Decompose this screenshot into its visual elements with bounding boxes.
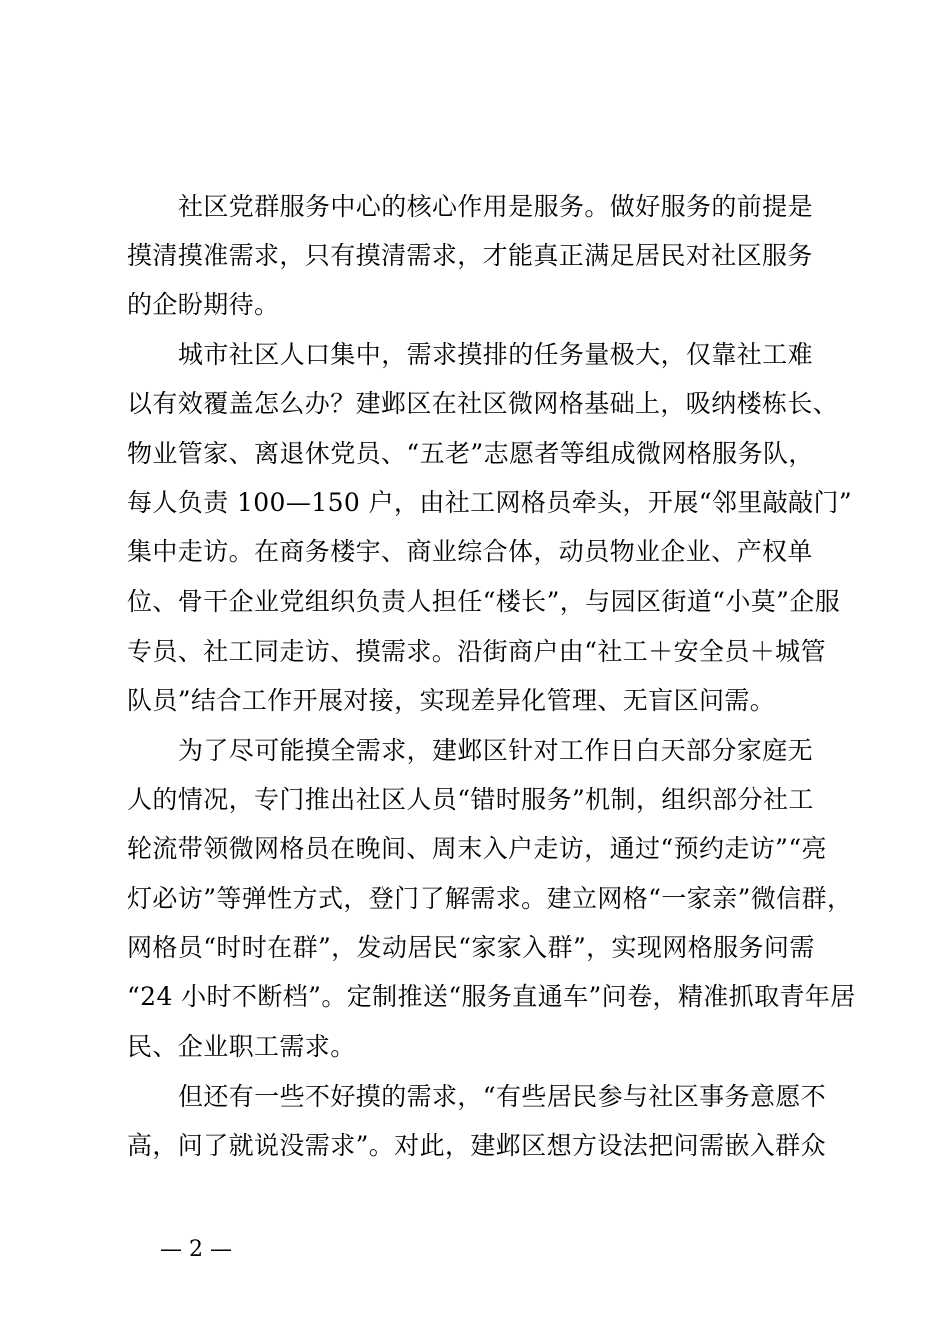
text-line: 位、骨干企业党组织负责人担任“楼长”，与园区街道“小莫”企服 (127, 587, 841, 616)
text-line: 网格员“时时在群”，发动居民“家家入群”，实现网格服务问需 (127, 933, 815, 962)
text-line: 物业管家、离退休党员、“五老”志愿者等组成微网格服务队， (127, 439, 814, 468)
text-line: 集中走访。在商务楼宇、商业综合体，动员物业企业、产权单 (127, 537, 813, 566)
text-line: 队员”结合工作开展对接，实现差异化管理、无盲区问需。 (127, 686, 776, 715)
text-line: 人的情况，专门推出社区人员“错时服务”机制，组织部分社工 (127, 785, 814, 814)
text-line: 社区党群服务中心的核心作用是服务。做好服务的前提是 (178, 192, 814, 221)
text-line: 但还有一些不好摸的需求，“有些居民参与社区事务意愿不 (178, 1082, 827, 1111)
text-line: 灯必访”等弹性方式，登门了解需求。建立网格“一家亲”微信群， (127, 884, 853, 913)
text-line: 民、企业职工需求。 (127, 1032, 356, 1061)
text-line: “24 小时不断档”。定制推送“服务直通车”问卷，精准抓取青年居 (127, 982, 856, 1011)
text-line: 为了尽可能摸全需求，建邺区针对工作日白天部分家庭无 (178, 736, 814, 765)
text-line: 城市社区人口集中，需求摸排的任务量极大，仅靠社工难 (178, 340, 814, 369)
text-line: 的企盼期待。 (127, 290, 280, 319)
page-number: — 2 — (160, 1237, 232, 1262)
text-line: 以有效覆盖怎么办？建邺区在社区微网格基础上，吸纳楼栋长、 (127, 389, 839, 418)
text-line: 每人负责 100—150 户，由社工网格员牵头，开展“邻里敲敲门” (127, 488, 853, 517)
text-line: 专员、社工同走访、摸需求。沿街商户由“社工＋安全员＋城管 (127, 637, 826, 666)
text-line: 摸清摸准需求，只有摸清需求，才能真正满足居民对社区服务 (127, 241, 813, 270)
text-line: 高，问了就说没需求”。对此，建邺区想方设法把问需嵌入群众 (127, 1131, 826, 1160)
text-line: 轮流带领微网格员在晚间、周末入户走访，通过“预约走访”“亮 (127, 834, 827, 863)
